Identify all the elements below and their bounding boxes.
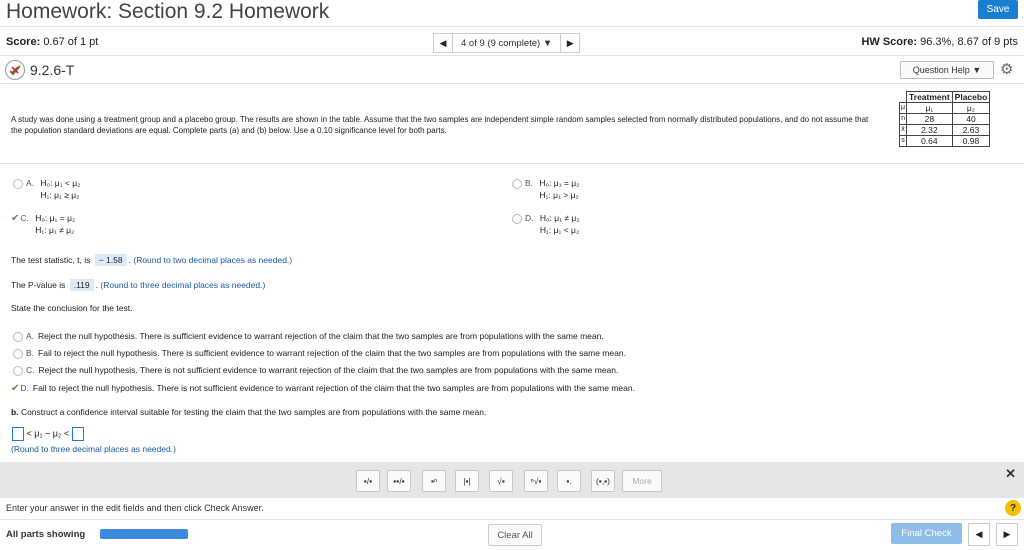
fraction-button[interactable]: ▪/▪ [356,470,380,492]
question-prompt: A study was done using a treatment group and a placebo group. The results are shown in the table. Assume that the two samples are independent simple random samples selected from normally distributed populations, and do not assume that the population standard deviations are equal. Complete parts (a) and (b) below. Use a 0.10 significance level for both parts. [11,115,869,135]
prev-question-button[interactable]: ◀ [433,33,453,53]
part-b-prompt [11,407,486,417]
divider [0,163,1024,164]
h0-text: H₀: μ₁ ≠ μ₂ [539,213,580,223]
table-cell: 2.63 [952,125,990,136]
divider [0,83,1024,84]
option-letter: D. [20,383,29,393]
option-text: Reject the null hypothesis. There is sufficient evidence to warrant rejection of the claim that the two samples are from populations with the same mean. [38,331,604,341]
table-corner [900,92,907,103]
gear-icon[interactable]: ⚙ [1000,61,1014,78]
part-b-hint: (Round to three decimal places as needed.) [11,444,176,454]
score-label: Score: [6,36,41,48]
prev-arrow-button[interactable]: ◀ [968,523,990,546]
page-title: Homework: Section 9.2 Homework [6,0,330,23]
conclusion-option-b[interactable] [13,347,626,359]
hypothesis-option-b[interactable] [512,177,579,201]
table-header-row [900,92,990,103]
radio-button[interactable] [13,366,23,376]
table-cell: μ₂ [952,103,990,114]
square-root-button[interactable]: √▪ [489,470,513,492]
test-statistic-label: The test statistic, t, is [11,255,91,265]
radio-button[interactable] [13,349,23,359]
radio-button[interactable] [13,179,23,189]
question-position-select[interactable] [453,33,560,53]
table-row [900,136,990,147]
h0-text: H₀: μ₁ = μ₂ [35,213,76,223]
hw-score [861,36,1018,48]
row-label: n [900,114,907,125]
nth-root-button[interactable]: ⁿ√▪ [524,470,548,492]
row-label: x̄ [900,125,907,136]
clear-all-button[interactable]: Clear All [488,524,542,546]
partial-credit-icon [5,60,25,80]
ci-upper-input[interactable] [72,427,84,441]
mixed-number-button[interactable]: ▪▪/▪ [387,470,411,492]
table-cell: 2.32 [907,125,953,136]
next-question-button[interactable]: ▶ [560,33,580,53]
table-header-placebo: Placebo [952,92,990,103]
option-text: Fail to reject the null hypothesis. There is not sufficient evidence to warrant rejection of the claim that the two samples are from populations with the same mean. [32,383,635,393]
period: . [128,255,131,265]
decimal-button[interactable]: ▪. [557,470,581,492]
table-cell: 0.98 [952,136,990,147]
option-letter: A. [26,178,35,188]
parts-progress-bar [100,529,188,539]
option-letter: B. [26,348,35,358]
h1-text: H₁: μ₁ ≥ μ₂ [40,190,80,200]
option-text: Reject the null hypothesis. There is not sufficient evidence to warrant rejection of the claim that the two samples are from populations with the same mean. [38,365,619,375]
data-table [899,91,990,147]
divider [0,519,1024,520]
h0-text: H₀: μ₁ < μ₂ [40,178,81,188]
option-letter: B. [525,178,534,188]
hw-score-label: HW Score: [861,36,918,48]
table-header-treatment: Treatment [907,92,953,103]
save-button[interactable]: Save [978,0,1018,19]
caret-down-icon: ▼ [972,65,982,75]
test-statistic-hint: (Round to two decimal places as needed.) [133,255,293,265]
conclusion-option-a[interactable] [13,330,604,342]
more-button[interactable]: More [622,470,662,492]
divider [0,55,1024,56]
interval-button[interactable]: (▪,▪) [591,470,615,492]
hypothesis-option-a[interactable] [13,177,80,201]
p-value-answer[interactable]: .119 [70,279,94,291]
caret-down-icon: ▼ [542,37,553,49]
conclusion-option-d[interactable] [11,382,635,395]
instruction-text: Enter your answer in the edit fields and then click Check Answer. [6,503,264,513]
part-b-label: b. [11,407,19,417]
option-letter: D. [525,213,534,223]
close-icon[interactable]: ✕ [1005,466,1016,481]
divider [0,26,1024,27]
exponent-button[interactable]: ▪ⁿ [422,470,446,492]
conclusion-prompt: State the conclusion for the test. [11,303,133,313]
radio-button[interactable] [512,214,522,224]
question-id [5,60,74,80]
all-parts-label: All parts showing [6,529,86,540]
final-check-button[interactable]: Final Check [891,523,962,544]
conclusion-option-c[interactable] [13,364,618,376]
checkmark-icon: ✔ [11,213,20,224]
p-value-line [11,280,265,290]
score-value: 0.67 of 1 pt [43,36,99,48]
test-statistic-line [11,255,292,265]
checkmark-icon: ✔ [11,383,20,394]
hypothesis-option-d[interactable] [512,212,580,236]
ci-lower-input[interactable] [12,427,24,441]
question-help-label: Question Help [912,65,970,75]
ci-expression: < μ₁ − μ₂ < [26,428,70,439]
row-label: μ [900,103,907,114]
table-row [900,125,990,136]
hypothesis-option-c[interactable] [11,212,75,236]
radio-button[interactable] [13,332,23,342]
question-id-label: 9.2.6-T [30,62,75,78]
table-cell: μ₁ [907,103,953,114]
part-b-text: Construct a confidence interval suitable for testing the claim that the two samples are from populations with the same mean. [20,407,487,417]
question-navigator [433,33,580,53]
next-arrow-button[interactable]: ▶ [996,523,1018,546]
p-value-label: The P-value is [11,280,66,290]
radio-button[interactable] [512,179,522,189]
hw-score-value: 96.3%, 8.67 of 9 pts [920,36,1018,48]
table-cell: 40 [952,114,990,125]
question-position: 4 of 9 (9 complete) [461,37,541,49]
h1-text: H₁: μ₁ ≠ μ₂ [35,225,75,235]
table-row [900,103,990,114]
h0-text: H₀: μ₁ = μ₂ [539,178,580,188]
test-statistic-answer[interactable]: − 1.58 [95,254,127,266]
p-value-hint: (Round to three decimal places as needed.) [100,280,266,290]
row-label: s [900,136,907,147]
option-letter: C. [26,365,35,375]
period: . [95,280,99,290]
h1-text: H₁: μ₁ > μ₂ [539,190,579,200]
table-cell: 0.64 [907,136,953,147]
score [6,36,98,48]
option-text: Fail to reject the null hypothesis. There is sufficient evidence to warrant rejection of the claim that the two samples are from populations with the same mean. [38,348,626,358]
help-icon[interactable]: ? [1005,500,1021,516]
table-row [900,114,990,125]
option-letter: A. [26,331,35,341]
absolute-value-button[interactable]: |▪| [455,470,479,492]
table-cell: 28 [907,114,953,125]
h1-text: H₁: μ₁ < μ₂ [539,225,580,235]
question-help-button[interactable] [900,61,994,79]
confidence-interval [12,427,84,441]
option-letter: C. [20,213,29,223]
